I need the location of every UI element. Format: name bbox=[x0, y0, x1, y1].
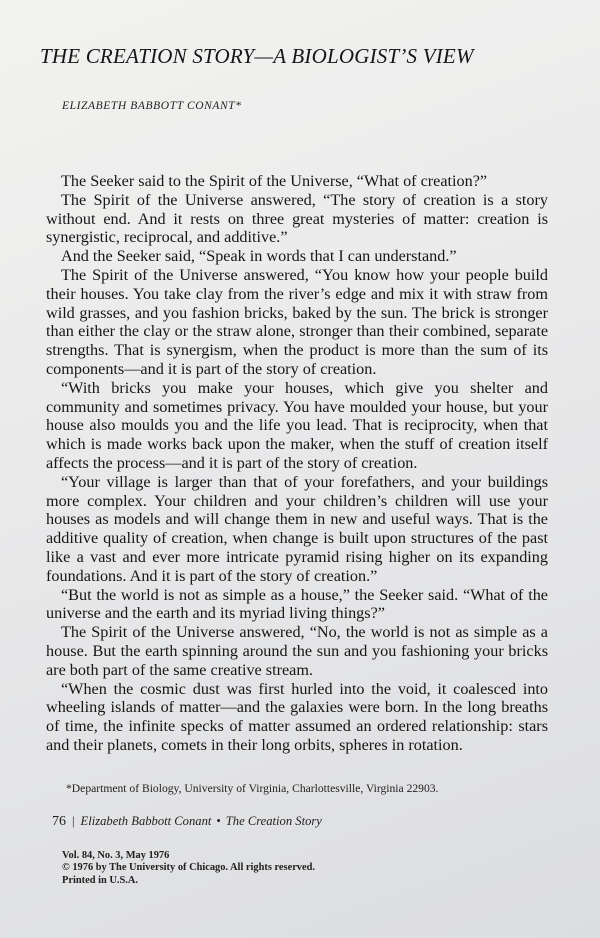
article-title: THE CREATION STORY—A BIOLOGIST’S VIEW bbox=[40, 44, 474, 68]
body-paragraph: “With bricks you make your houses, which give you shelter and community and sometimes privacy. You have moulded your house, but your house also moulds you and the life you lead. That is reciprocity, when that which is made works back upon the maker, when the stuff of creation itself affects the process—and it is part of the story of creation. bbox=[46, 378, 548, 472]
body-paragraph: The Spirit of the Universe answered, “You know how your people build their houses. You take clay from the river’s edge and mix it with straw from wild grasses, and you fashion bricks, baked by the sun. The brick is stronger than either the clay or the straw alone, stronger than their combined, separate strengths. That is synergism, when the product is more than the sum of its components—and it is part of the story of creation. bbox=[46, 265, 548, 378]
footnote: *Department of Biology, University of Virginia, Charlottesville, Virginia 22903. bbox=[66, 782, 439, 795]
publication-info bbox=[62, 850, 315, 887]
footer-author: Elizabeth Babbott Conant bbox=[80, 814, 212, 828]
author-byline: ELIZABETH BABBOTT CONANT* bbox=[62, 100, 242, 112]
footer-bullet: • bbox=[216, 814, 221, 828]
body-paragraph: The Spirit of the Universe answered, “No, the world is not as simple as a house. But the earth spinning around the sun and you fashioning your bricks are both part of the same creative stream. bbox=[46, 623, 548, 679]
footer-separator: | bbox=[72, 814, 75, 828]
page-number: 76 bbox=[52, 814, 66, 829]
body-paragraph: The Seeker said to the Spirit of the Universe, “What of creation?” bbox=[61, 172, 488, 190]
volume-line: Vol. 84, No. 3, May 1976 bbox=[62, 850, 170, 861]
body-paragraph: The Spirit of the Universe answered, “The story of creation is a story without end. And it rests on three great mysteries of matter: creation is synergistic, reciprocal, and additive.” bbox=[46, 190, 548, 247]
body-paragraph: “But the world is not as simple as a house,” the Seeker said. “What of the universe and the earth and its myriad living things?” bbox=[46, 585, 548, 623]
body-paragraph: And the Seeker said, “Speak in words that I can understand.” bbox=[61, 247, 457, 266]
body-paragraph: “When the cosmic dust was first hurled into the void, it coalesced into wheeling islands of matter—and the galaxies were born. In the long breaths of time, the infinite specks of matter assumed an ordered relationship: stars and their planets, comets in their long orbits, spheres in rotation. bbox=[46, 679, 548, 754]
article-body bbox=[46, 172, 548, 755]
printed-line: Printed in U.S.A. bbox=[62, 874, 138, 886]
running-title: The Creation Story bbox=[225, 814, 322, 828]
copyright-line: © 1976 by The University of Chicago. All rights reserved. bbox=[62, 862, 315, 874]
page-footer bbox=[52, 814, 322, 830]
body-paragraph: “Your village is larger than that of your forefathers, and your buildings more complex. Your children and your children’s children will use your houses as models and will change them in new and useful ways. That is the additive quality of creation, when change is built upon structures of the past like a vast and ever more intricate pyramid rising higher on its expanding foundations. And it is part of the story of creation.” bbox=[46, 472, 548, 585]
